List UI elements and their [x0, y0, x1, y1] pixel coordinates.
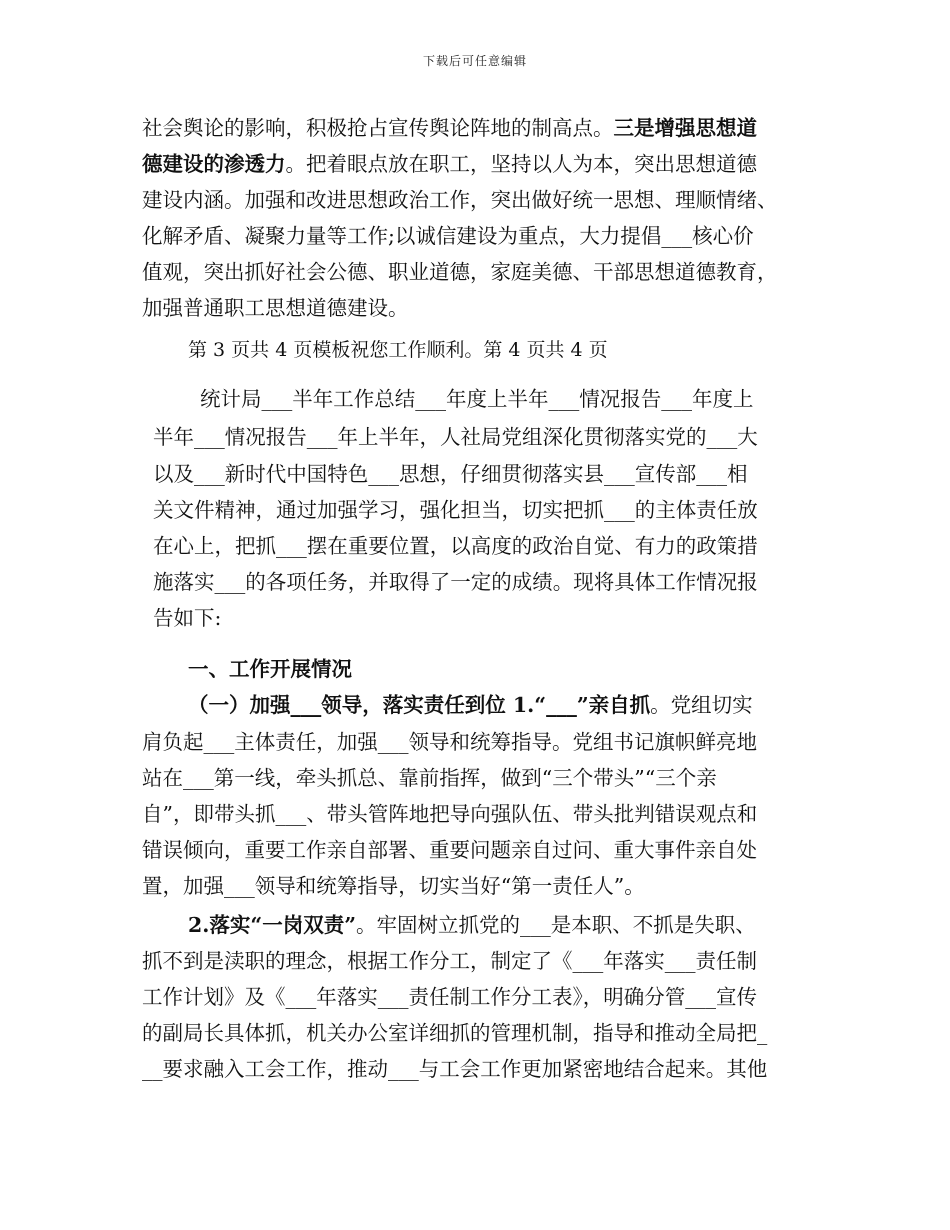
s3-line-1-bold: （一）加强___领导，落实责任到位 1.“___”亲自抓 — [188, 693, 651, 717]
s1-line-1 — [142, 115, 757, 141]
s3-line-11: __要求融入工会工作，推动___与工会工作更加紧密地结合起来。其他 — [142, 1057, 768, 1081]
s1-line-2 — [142, 151, 757, 177]
s2-line-1: 统计局___半年工作总结___年度上半年___情况报告___年度上 — [200, 387, 754, 411]
s1-line-3: 建设内涵。加强和改进思想政治工作，突出做好统一思想、理顺情绪、 — [142, 188, 778, 212]
s3-line-8: 抓不到是渎职的理念，根据工作分工，制定了《___年落实___责任制 — [142, 949, 757, 973]
s1-line-4: 化解矛盾、凝聚力量等工作;以诚信建设为重点，大力提倡___核心价 — [142, 224, 754, 248]
s3-line-1-text: 。党组切实 — [650, 693, 753, 717]
s3-line-1 — [188, 692, 753, 718]
s3-line-7-text: 。牢固树立抓党的___是本职、不抓是失职、 — [355, 913, 756, 937]
s1-line-6: 加强普通职工思想道德建设。 — [142, 296, 409, 320]
s3-line-5: 错误倾向，重要工作亲自部署、重要问题亲自过问、重大事件亲自处 — [142, 838, 757, 862]
s3-line-4: 自”，即带头抓___、带头管阵地把导向强队伍、带头批判错误观点和 — [142, 802, 758, 826]
s3-line-3: 站在___第一线，牵头抓总、靠前指挥，做到“三个带头”“三个亲 — [142, 766, 717, 790]
s1-line-1-text: 社会舆论的影响，积极抢占宣传舆论阵地的制高点。 — [142, 116, 614, 140]
section-heading: 一、工作开展情况 — [188, 657, 352, 681]
s2-line-2: 半年___情况报告___年上半年，人社局党组深化贯彻落实党的___大 — [153, 425, 758, 449]
s3-line-7-bold: 2.落实“一岗双责” — [188, 913, 356, 937]
s3-line-6: 置，加强___领导和统筹指导，切实当好“第一责任人”。 — [142, 874, 645, 898]
s1-line-2-text: 。把着眼点放在职工，坚持以人为本，突出思想道德 — [285, 152, 757, 176]
s2-line-6: 施落实___的各项任务，并取得了一定的成绩。现将具体工作情况报 — [153, 570, 758, 594]
s2-line-7: 告如下: — [153, 606, 222, 630]
header-note: 下载后可任意编辑 — [422, 54, 527, 68]
s2-line-3: 以及___新时代中国特色___思想，仔细贯彻落实县___宣传部___相 — [153, 462, 748, 486]
s1-line-2-bold: 德建设的渗透力 — [142, 152, 286, 176]
s3-line-2: 肩负起___主体责任，加强___领导和统筹指导。党组书记旗帜鲜亮地 — [142, 730, 757, 754]
s3-line-9: 工作计划》及《___年落实___责任制工作分工表》，明确分管___宣传 — [142, 985, 757, 1009]
s1-line-5: 值观，突出抓好社会公德、职业道德，家庭美德、干部思想道德教育， — [142, 260, 778, 284]
s2-line-4: 关文件精神，通过加强学习，强化担当，切实把抓___的主体责任放 — [153, 498, 758, 522]
s3-line-10: 的副局长具体抓，机关办公室详细抓的管理机制，指导和推动全局把_ — [142, 1021, 768, 1045]
s1-line-1-bold: 三是增强思想道 — [613, 116, 757, 140]
s3-line-7 — [188, 912, 756, 938]
s2-line-5: 在心上，把抓___摆在重要位置，以高度的政治自觉、有力的政策措 — [153, 534, 758, 558]
page-footer: 第 3 页共 4 页模板祝您工作顺利。第 4 页共 4 页 — [188, 339, 608, 361]
